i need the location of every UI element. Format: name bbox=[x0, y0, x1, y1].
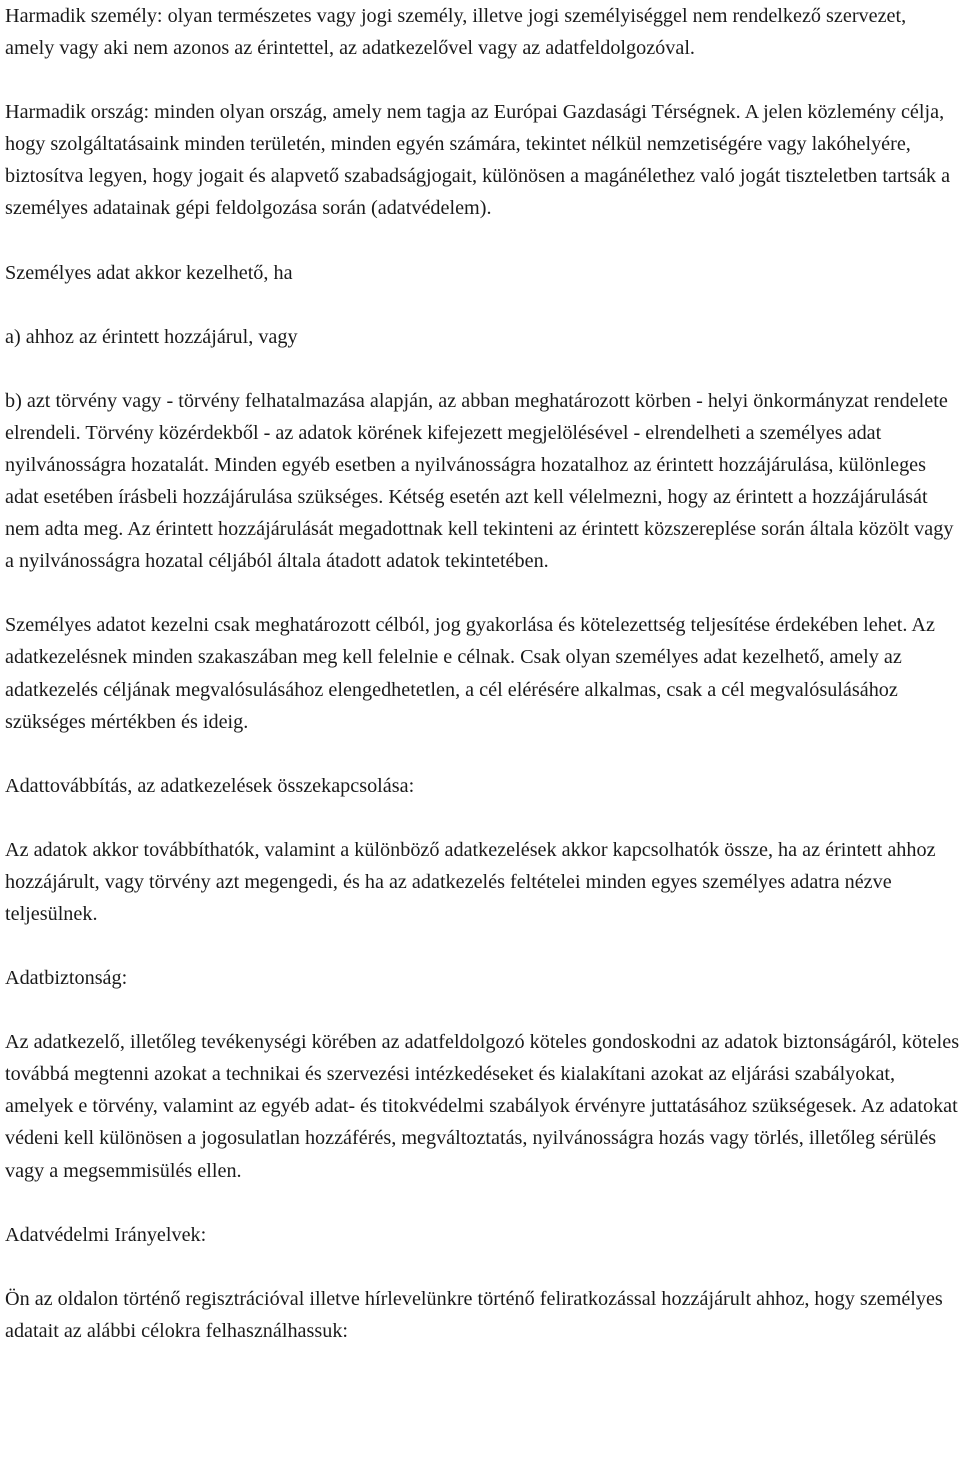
spacer bbox=[5, 225, 960, 257]
spacer bbox=[5, 1187, 960, 1219]
spacer bbox=[5, 738, 960, 770]
paragraph-condition-b: b) azt törvény vagy - törvény felhatalmazása alapján, az abban meghatározott körben - helyi önkormányzat rendelete elrendeli. Törvény közérdekből - az adatok körének kifejezett megjelölésével - elrendelheti a személyes adat nyilvánosságra hozatalát. Minden egyéb esetben a nyilvánosságra hozatalhoz az érintett hozzájárulása, különleges adat esetében írásbeli hozzájárulása szükséges. Kétség esetén azt kell vélelmezni, hogy az érintett a hozzájárulását nem adta meg. Az érintett hozzájárulását megadottnak kell tekinteni az érintett közszereplése során általa közölt vagy a nyilvánosságra hozatal céljából általa átadott adatok tekintetében. bbox=[5, 389, 954, 573]
spacer bbox=[5, 1251, 960, 1283]
spacer bbox=[5, 64, 960, 96]
paragraph-condition-a: a) ahhoz az érintett hozzájárul, vagy bbox=[5, 325, 298, 348]
paragraph-processing-conditions: Személyes adat akkor kezelhető, ha bbox=[5, 261, 293, 284]
paragraph-consent: Ön az oldalon történő regisztrációval illetve hírlevelünkre történő feliratkozással hozzájárult ahhoz, hogy személyes adatait az alábbi célokra felhasználhassuk: bbox=[5, 1287, 943, 1342]
heading-data-transfer: Adattovábbítás, az adatkezelések összekapcsolása: bbox=[5, 774, 415, 797]
paragraph-purpose-limitation: Személyes adatot kezelni csak meghatározott célból, jog gyakorlása és kötelezettség teljesítése érdekében lehet. Az adatkezelésnek minden szakaszában meg kell felelnie e célnak. Csak olyan személyes adat kezelhető, amely az adatkezelés céljának megvalósulásához elengedhetetlen, a cél elérésére alkalmas, csak a cél megvalósulásához szükséges mértékben és ideig. bbox=[5, 614, 935, 733]
paragraph-data-security: Az adatkezelő, illetőleg tevékenységi körében az adatfeldolgozó köteles gondoskodni az adatok biztonságáról, köteles továbbá megtenni azokat a technikai és szervezési intézkedéseket és kialakítani azokat az eljárási szabályokat, amelyek e törvény, valamint az egyéb adat- és titokvédelmi szabályok érvényre juttatásához szükségesek. Az adatokat védeni kell különösen a jogosulatlan hozzáférés, megváltoztatás, nyilvánosságra hozás vagy törlés, illetőleg sérülés vagy a megsemmisülés ellen. bbox=[5, 1031, 960, 1182]
heading-data-security: Adatbiztonság: bbox=[5, 967, 128, 990]
paragraph-third-party: Harmadik személy: olyan természetes vagy jogi személy, illetve jogi személyiséggel nem rendelkező szervezet, amely vagy aki nem azonos az érintettel, az adatkezelővel vagy az adatfeldolgozóval. bbox=[5, 5, 907, 60]
paragraph-third-country: Harmadik ország: minden olyan ország, amely nem tagja az Európai Gazdasági Térségnek. A jelen közlemény célja, hogy szolgáltatásaink minden területén, minden egyén számára, tekintet nélkül nemzetiségére vagy lakóhelyére, biztosítva legyen, hogy jogait és alapvető szabadságjogait, különösen a magánélethez való jogát tiszteletben tartsák a személyes adatainak gépi feldolgozása során (adatvédelem). bbox=[5, 101, 951, 220]
spacer bbox=[5, 802, 960, 834]
spacer bbox=[5, 994, 960, 1026]
spacer bbox=[5, 577, 960, 609]
spacer bbox=[5, 289, 960, 321]
paragraph-data-transfer: Az adatok akkor továbbíthatók, valamint a különböző adatkezelések akkor kapcsolhatók össze, ha az érintett ahhoz hozzájárult, vagy törvény azt megengedi, és ha az adatkezelés feltételei minden egyes személyes adatra nézve teljesülnek. bbox=[5, 838, 936, 925]
heading-privacy-guidelines: Adatvédelmi Irányelvek: bbox=[5, 1223, 207, 1246]
spacer bbox=[5, 930, 960, 962]
spacer bbox=[5, 353, 960, 385]
document-body bbox=[5, 0, 960, 1347]
